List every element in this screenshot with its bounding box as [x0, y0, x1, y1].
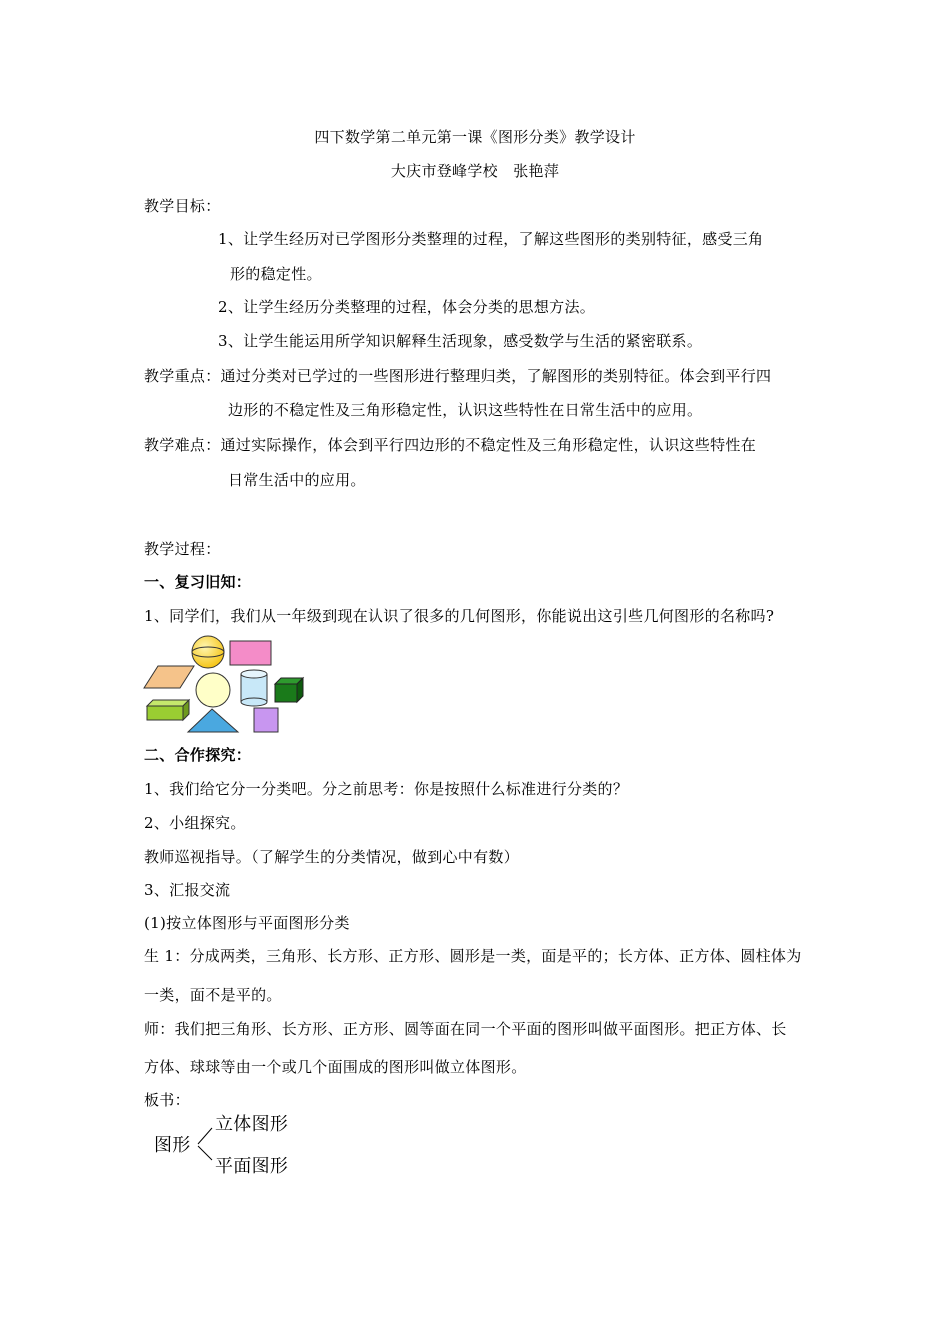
objectives-heading: 教学目标： — [144, 197, 221, 215]
difficulties-line-1: 教学难点：通过实际操作，体会到平行四边形的不稳定性及三角形稳定性，认识这些特性在 — [144, 436, 757, 454]
board-branch-top: 立体图形 — [215, 1114, 289, 1135]
teacher-line-2: 方体、球球等由一个或几个面围成的图形叫做立体图形。 — [144, 1058, 527, 1076]
process-heading: 教学过程： — [144, 540, 221, 558]
sphere-shape — [192, 636, 224, 668]
triangle-shape — [188, 709, 238, 732]
cylinder-shape — [241, 670, 267, 706]
objective-1-line-1: 1、让学生经历对已学图形分类整理的过程，了解这些图形的类别特征，感受三角 — [218, 230, 764, 248]
student-1-line-1: 生 1：分成两类，三角形、长方形、正方形、圆形是一类，面是平的；长方体、正方体、圆柱体为 — [144, 947, 802, 965]
board-label: 板书： — [144, 1091, 190, 1109]
document-title: 四下数学第二单元第一课《图形分类》教学设计 — [314, 128, 636, 146]
section-2-heading: 二、合作探究： — [144, 746, 252, 764]
teacher-guide: 教师巡视指导。（了解学生的分类情况，做到心中有数） — [144, 848, 520, 866]
difficulties-line-2: 日常生活中的应用。 — [228, 471, 366, 489]
objective-1-line-2: 形的稳定性。 — [230, 265, 322, 283]
board-branch-lines — [196, 1124, 216, 1164]
geometry-shapes-illustration — [143, 634, 313, 734]
cube-shape — [275, 678, 303, 702]
key-points-line-2: 边形的不稳定性及三角形稳定性，认识这些特性在日常生活中的应用。 — [228, 401, 703, 419]
cuboid-shape — [147, 700, 189, 720]
author-line: 大庆市登峰学校 张艳萍 — [390, 162, 560, 180]
objective-3: 3、让学生能运用所学知识解释生活现象，感受数学与生活的紧密联系。 — [218, 332, 703, 350]
step-3: 3、汇报交流 — [144, 881, 231, 899]
board-branch-bottom: 平面图形 — [215, 1156, 289, 1177]
teacher-line-1: 师：我们把三角形、长方形、正方形、圆等面在同一个平面的图形叫做平面图形。把正方体、长 — [144, 1020, 787, 1038]
question-1: 1、同学们，我们从一年级到现在认识了很多的几何图形，你能说出这引些几何图形的名称吗? — [144, 607, 775, 625]
board-root: 图形 — [154, 1135, 191, 1156]
key-points-line-1: 教学重点：通过分类对已学过的一些图形进行整理归类，了解图形的类别特征。体会到平行四 — [144, 367, 772, 385]
student-1-line-2: 一类，面不是平的。 — [144, 986, 282, 1004]
subsection-1: (1)按立体图形与平面图形分类 — [144, 914, 350, 932]
circle-shape — [196, 673, 230, 707]
objective-2: 2、让学生经历分类整理的过程，体会分类的思想方法。 — [218, 298, 596, 316]
purple-square-shape — [254, 708, 278, 732]
parallelogram-shape — [144, 666, 194, 688]
step-1: 1、我们给它分一分类吧。分之前思考：你是按照什么标准进行分类的？ — [144, 780, 629, 798]
pink-rectangle-shape — [230, 641, 271, 665]
section-1-heading: 一、复习旧知： — [144, 573, 252, 591]
step-2: 2、小组探究。 — [144, 814, 246, 832]
